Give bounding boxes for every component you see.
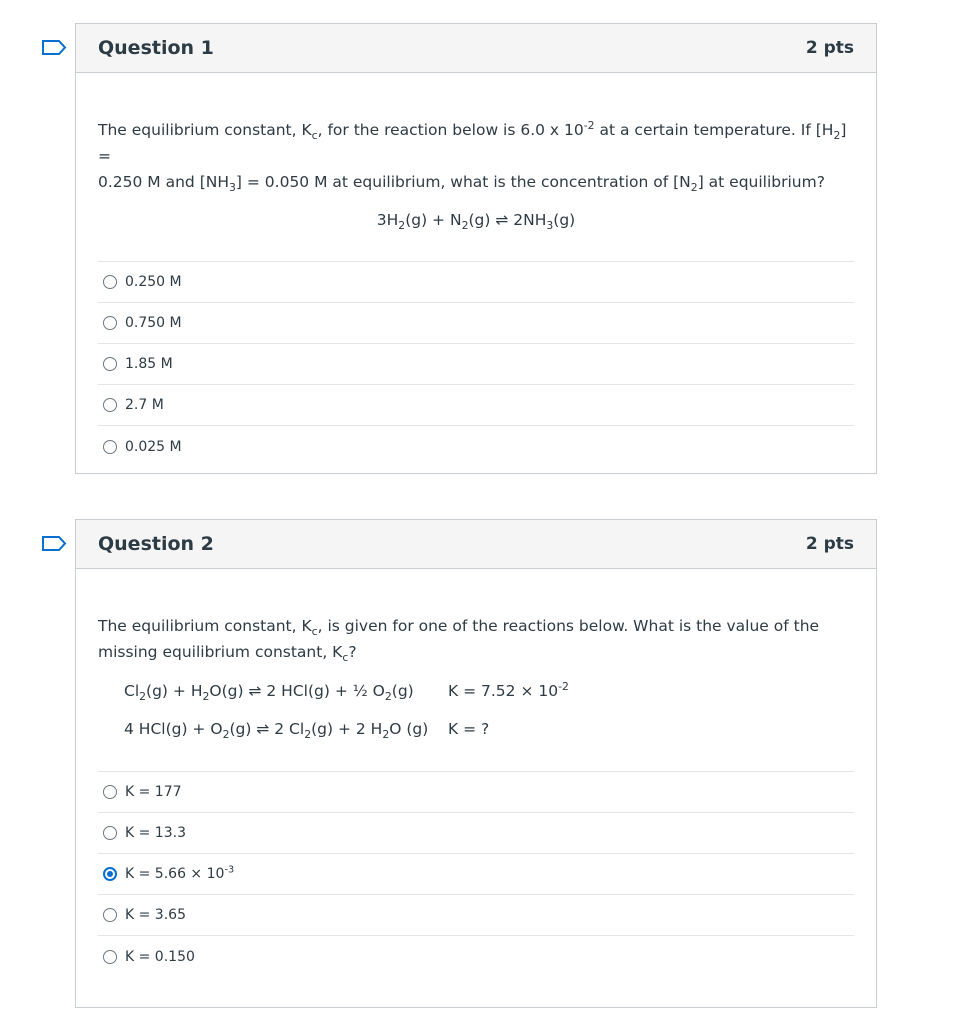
radio-button[interactable]: [103, 826, 117, 840]
equilibrium-arrow-icon: ⇌: [248, 682, 262, 700]
answer-option[interactable]: [98, 385, 854, 426]
answer-option[interactable]: [98, 426, 854, 467]
question-prompt: The equilibrium constant, $K_c$, for the reaction below is 6.0 x $10^{-2}$ at a certain temperature. If $[H_2]$ = 0.250 M and $[NH_3] = 0.050$ M at equilibrium, what is the concentration of $[N_2]$ at equilibrium?: [98, 118, 847, 195]
question-1: [75, 23, 877, 474]
radio-button[interactable]: [103, 950, 117, 964]
radio-button[interactable]: [103, 275, 117, 289]
answer-label: K = 3.65: [125, 907, 186, 923]
radio-button[interactable]: [103, 908, 117, 922]
question-prompt: The equilibrium constant, $K_c$, is given for one of the reactions below. What is the value of the missing equilibrium constant, $K_c$?: [98, 617, 820, 665]
answer-option[interactable]: [98, 895, 854, 936]
question-title: Question 1: [98, 37, 214, 59]
answer-label: 0.025 M: [125, 438, 182, 455]
question-header: [76, 520, 876, 569]
equilibrium-arrow-icon: ⇌: [256, 720, 270, 738]
radio-button[interactable]: [103, 316, 117, 330]
radio-button[interactable]: [103, 398, 117, 412]
answer-label: 0.250 M: [125, 274, 182, 290]
answer-option[interactable]: [98, 772, 854, 813]
reaction-row: [98, 717, 854, 741]
answer-option-selected[interactable]: [98, 854, 854, 895]
radio-button[interactable]: [103, 440, 117, 454]
question-points: 2 pts: [805, 534, 854, 554]
answer-label: 1.85 M: [125, 356, 173, 372]
question-header: [76, 24, 876, 73]
equilibrium-arrow-icon: ⇌: [495, 211, 509, 229]
answer-label: $K = 5.66 \times 10^{-3}$: [125, 864, 235, 882]
answer-option[interactable]: [98, 936, 854, 977]
reaction-equation: $3H_2(g) + N_2(g)$ ⇌ $2NH_3(g)$: [376, 211, 576, 233]
answer-option[interactable]: [98, 262, 854, 303]
answer-label: K = 0.150: [125, 948, 195, 965]
reaction-equation: $Cl_2(g) + H_2O(g)$ ⇌ 2 HCl(g) + ½ $O_2(g)$: [124, 682, 414, 704]
answer-list: [98, 771, 854, 977]
answer-label: K = 177: [125, 784, 182, 800]
answer-option[interactable]: [98, 344, 854, 385]
answer-option[interactable]: [98, 813, 854, 854]
answer-list: [98, 261, 854, 467]
question-2: [75, 519, 877, 1008]
reaction-row: [98, 679, 854, 703]
answer-option[interactable]: [98, 303, 854, 344]
flag-question-icon[interactable]: [42, 536, 67, 551]
question-title: Question 2: [98, 533, 214, 555]
answer-label: 2.7 M: [125, 397, 164, 413]
equilibrium-constant: $K = 7.52 \times 10^{-2}$: [448, 679, 569, 700]
answer-label: K = 13.3: [125, 825, 186, 841]
question-points: 2 pts: [805, 38, 854, 58]
equilibrium-constant: K = ?: [448, 720, 490, 738]
answer-label: 0.750 M: [125, 315, 182, 331]
reaction-equation: 4 $HCl(g) + O_2(g)$ ⇌ 2 $Cl_2(g) + 2$ $H_2O$ (g): [124, 720, 429, 742]
radio-button[interactable]: [103, 785, 117, 799]
flag-question-icon[interactable]: [42, 40, 67, 55]
radio-button[interactable]: [103, 357, 117, 371]
radio-button-selected[interactable]: [103, 867, 117, 881]
